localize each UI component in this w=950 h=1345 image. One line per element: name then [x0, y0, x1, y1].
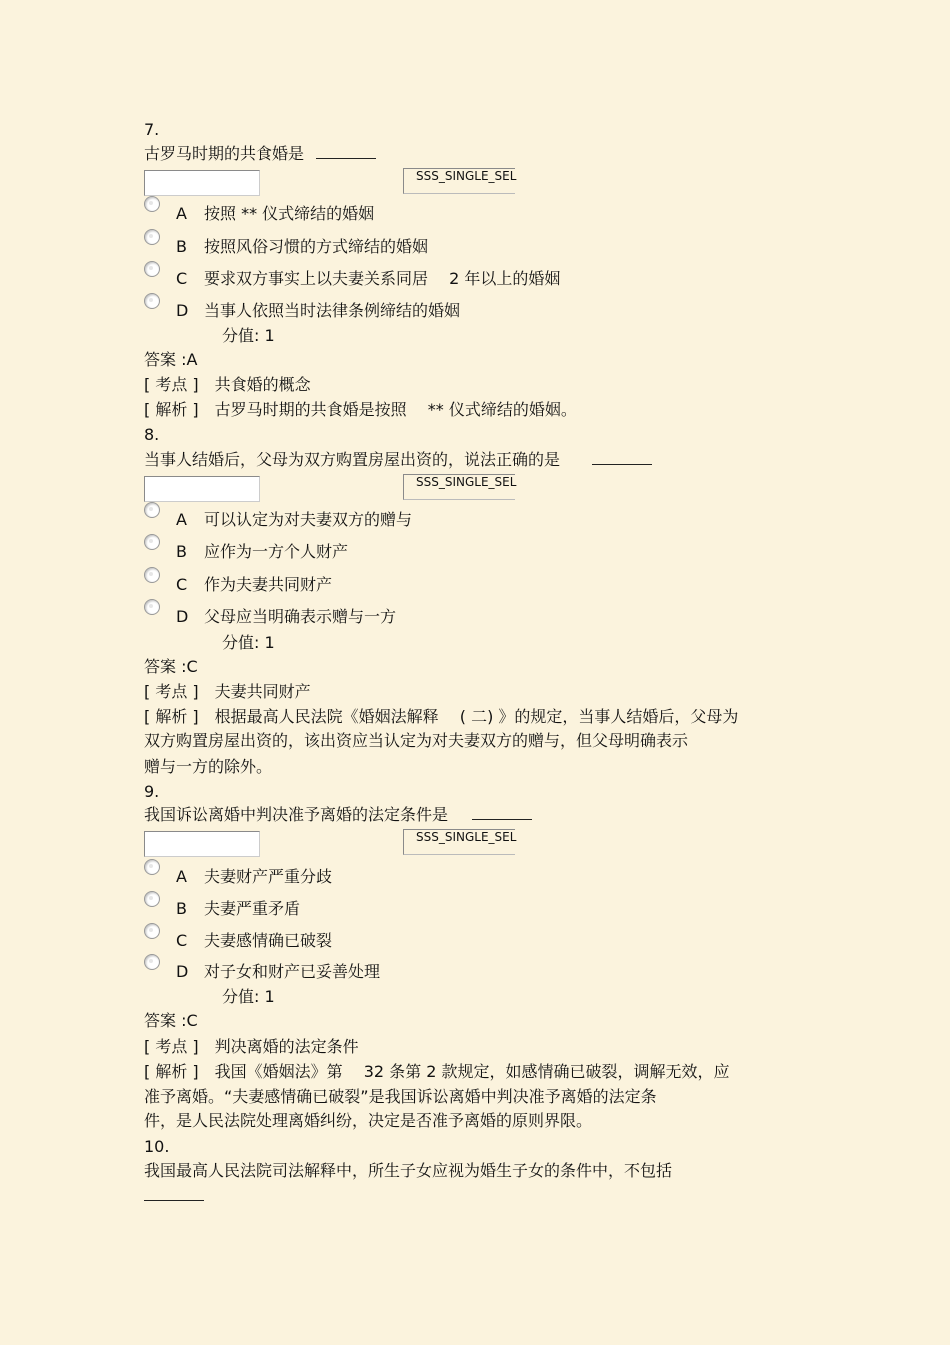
analysis-line: 赠与一方的除外。: [144, 757, 273, 776]
question-number: 7.: [144, 120, 160, 139]
option-letter: C: [176, 575, 188, 594]
answer-input[interactable]: [144, 170, 260, 196]
option-text: 夫妻严重矛盾: [204, 899, 301, 918]
answer: 答案 :C: [144, 1011, 198, 1030]
option-text: 父母应当明确表示赠与一方: [204, 607, 397, 626]
option-text: 当事人依照当时法律条例缔结的婚姻: [204, 301, 461, 320]
option-letter: A: [176, 510, 187, 529]
question-stem-text: 当事人结婚后，父母为双方购置房屋出资的，说法正确的是: [144, 450, 561, 469]
test-point: [ 考点 ] 夫妻共同财产: [144, 682, 311, 701]
score: 分值: 1: [222, 633, 275, 652]
option-letter: D: [176, 962, 189, 981]
option-letter: C: [176, 931, 188, 950]
option-text: 可以认定为对夫妻双方的赠与: [204, 510, 413, 529]
answer-input[interactable]: [144, 476, 260, 502]
option-text: 按照 ** 仪式缔结的婚姻: [204, 204, 375, 223]
radio-button[interactable]: [144, 293, 160, 309]
question-stem-text: 古罗马时期的共食婚是: [144, 144, 305, 163]
test-point: [ 考点 ] 判决离婚的法定条件: [144, 1037, 359, 1056]
question-stem: [144, 450, 652, 470]
answer-blank: [144, 1186, 204, 1201]
analysis-line: 准予离婚。“夫妻感情确已破裂”是我国诉讼离婚中判决准予离婚的法定条: [144, 1087, 657, 1106]
radio-button[interactable]: [144, 599, 160, 615]
question-number: 9.: [144, 782, 160, 801]
radio-button[interactable]: [144, 261, 160, 277]
option-letter: D: [176, 301, 189, 320]
select-type-label: SSS_SINGLE_SEL: [403, 829, 515, 855]
question-stem-text: 我国诉讼离婚中判决准予离婚的法定条件是: [144, 805, 449, 824]
option-text: 要求双方事实上以夫妻关系同居 2 年以上的婚姻: [204, 269, 561, 288]
question-stem: 我国最高人民法院司法解释中，所生子女应视为婚生子女的条件中，不包括: [144, 1161, 673, 1180]
option-letter: B: [176, 237, 187, 256]
radio-button[interactable]: [144, 567, 160, 583]
option-text: 作为夫妻共同财产: [204, 575, 333, 594]
answer-blank-line: [144, 1186, 204, 1206]
question-number: 8.: [144, 425, 160, 444]
select-type-label: SSS_SINGLE_SEL: [403, 168, 515, 194]
answer-blank: [472, 805, 532, 820]
option-letter: A: [176, 867, 187, 886]
answer-input[interactable]: [144, 831, 260, 857]
option-text: 夫妻感情确已破裂: [204, 931, 333, 950]
select-type-label: SSS_SINGLE_SEL: [403, 474, 515, 500]
analysis-line: [ 解析 ] 根据最高人民法院《婚姻法解释 ( 二) 》的规定，当事人结婚后，父母为: [144, 707, 739, 726]
option-text: 应作为一方个人财产: [204, 542, 349, 561]
question-stem: [144, 144, 376, 164]
analysis-line: [ 解析 ] 古罗马时期的共食婚是按照 ** 仪式缔结的婚姻。: [144, 400, 577, 419]
option-letter: C: [176, 269, 188, 288]
option-text: 夫妻财产严重分歧: [204, 867, 333, 886]
radio-button[interactable]: [144, 859, 160, 875]
option-letter: B: [176, 542, 187, 561]
radio-button[interactable]: [144, 502, 160, 518]
radio-button[interactable]: [144, 534, 160, 550]
radio-button[interactable]: [144, 954, 160, 970]
option-letter: A: [176, 204, 187, 223]
analysis-line: 件，是人民法院处理离婚纠纷，决定是否准予离婚的原则界限。: [144, 1111, 593, 1130]
answer-blank: [592, 450, 652, 465]
radio-button[interactable]: [144, 229, 160, 245]
answer: 答案 :A: [144, 350, 198, 369]
answer: 答案 :C: [144, 657, 198, 676]
test-point: [ 考点 ] 共食婚的概念: [144, 375, 311, 394]
radio-button[interactable]: [144, 196, 160, 212]
answer-blank: [316, 144, 376, 159]
analysis-line: 双方购置房屋出资的，该出资应当认定为对夫妻双方的赠与，但父母明确表示: [144, 731, 689, 750]
question-stem: [144, 805, 532, 825]
score: 分值: 1: [222, 326, 275, 345]
option-letter: B: [176, 899, 187, 918]
radio-button[interactable]: [144, 891, 160, 907]
question-number: 10.: [144, 1137, 170, 1156]
option-letter: D: [176, 607, 189, 626]
option-text: 对子女和财产已妥善处理: [204, 962, 381, 981]
score: 分值: 1: [222, 987, 275, 1006]
option-text: 按照风俗习惯的方式缔结的婚姻: [204, 237, 429, 256]
radio-button[interactable]: [144, 923, 160, 939]
analysis-line: [ 解析 ] 我国《婚姻法》第 32 条第 2 款规定，如感情确已破裂，调解无效，应: [144, 1062, 730, 1081]
